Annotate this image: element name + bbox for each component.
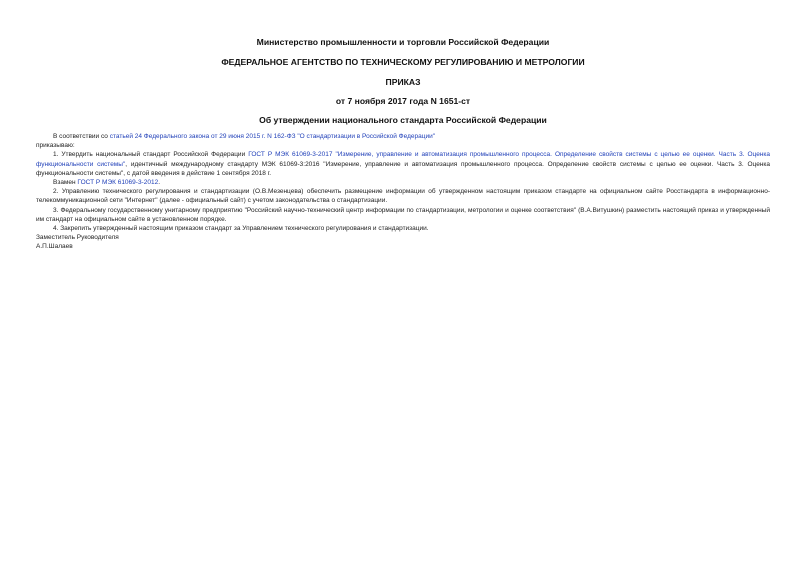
replace-text: Взамен (53, 179, 78, 187)
p1-text-end: , идентичный международному стандарту МЭК 61069-3:2016 "Измерение, управление и автоматизация промышленного процесса. Определение свойств системы с целью ее оценки. Часть 3. Оценка функциональности системы", с датой введения в действие 1 сентября 2018 г. (36, 160, 771, 177)
paragraph-2: 2. Управлению технического регулирования и стандартизации (О.В.Мезенцева) обеспечить размещение информации об утвержденном настоящим приказом стандарте на официальном сайте Росстандарта в информационно-телекоммуникационной сети "Интернет" (далее - официальный сайт) с учетом законодательства о стандартизации. (36, 188, 770, 205)
signature-name: А.П.Шалаев (36, 243, 73, 251)
law-article-link[interactable]: статьей 24 Федерального закона от 29 июня 2015 г. N 162-ФЗ "О стандартизации в Российской Федерации" (109, 133, 436, 140)
standard-link[interactable]: ГОСТ Р МЭК 61069-3-2017 "Измерение, управление и автоматизация промышленного процесса. Определение свойств системы с целью ее оценки. Часть 3. Оценка функциональности системы" (36, 151, 770, 168)
old-standard-link[interactable]: ГОСТ Р МЭК 61069-3-2012 (77, 179, 159, 187)
document-subject: Об утверждении национального стандарта Российской Федерации (259, 115, 547, 125)
p1-text: 1. Утвердить национальный стандарт Российской Федерации (53, 151, 249, 159)
document-page (36, 0, 770, 571)
replace-text-end: . (158, 179, 160, 187)
document-date-number: от 7 ноября 2017 года N 1651-ст (335, 96, 471, 106)
intro-text: В соответствии со (53, 133, 110, 140)
document-type: ПРИКАЗ (385, 77, 421, 87)
order-word: приказываю: (36, 142, 75, 150)
signature-position: Заместитель Руководителя (36, 234, 119, 242)
ministry-title: Министерство промышленности и торговли Российской Федерации (256, 37, 550, 47)
document-body (36, 132, 770, 252)
replace-paragraph (36, 178, 770, 187)
agency-title: ФЕДЕРАЛЬНОЕ АГЕНТСТВО ПО ТЕХНИЧЕСКОМУ РЕГУЛИРОВАНИЮ И МЕТРОЛОГИИ (221, 57, 585, 67)
paragraph-4: 4. Закрепить утвержденный настоящим приказом стандарт за Управлением технического регулирования и стандартизации. (53, 225, 429, 233)
paragraph-3: 3. Федеральному государственному унитарному предприятию "Российский научно-технический центр информации по стандартизации, метрологии и оценке соответствия" (В.А.Витушкин) разместить настоящий приказ и утвержденный им стандарт на официальном сайте в установленном порядке. (36, 206, 770, 223)
paragraph-1 (36, 150, 770, 178)
intro-paragraph (36, 132, 770, 141)
